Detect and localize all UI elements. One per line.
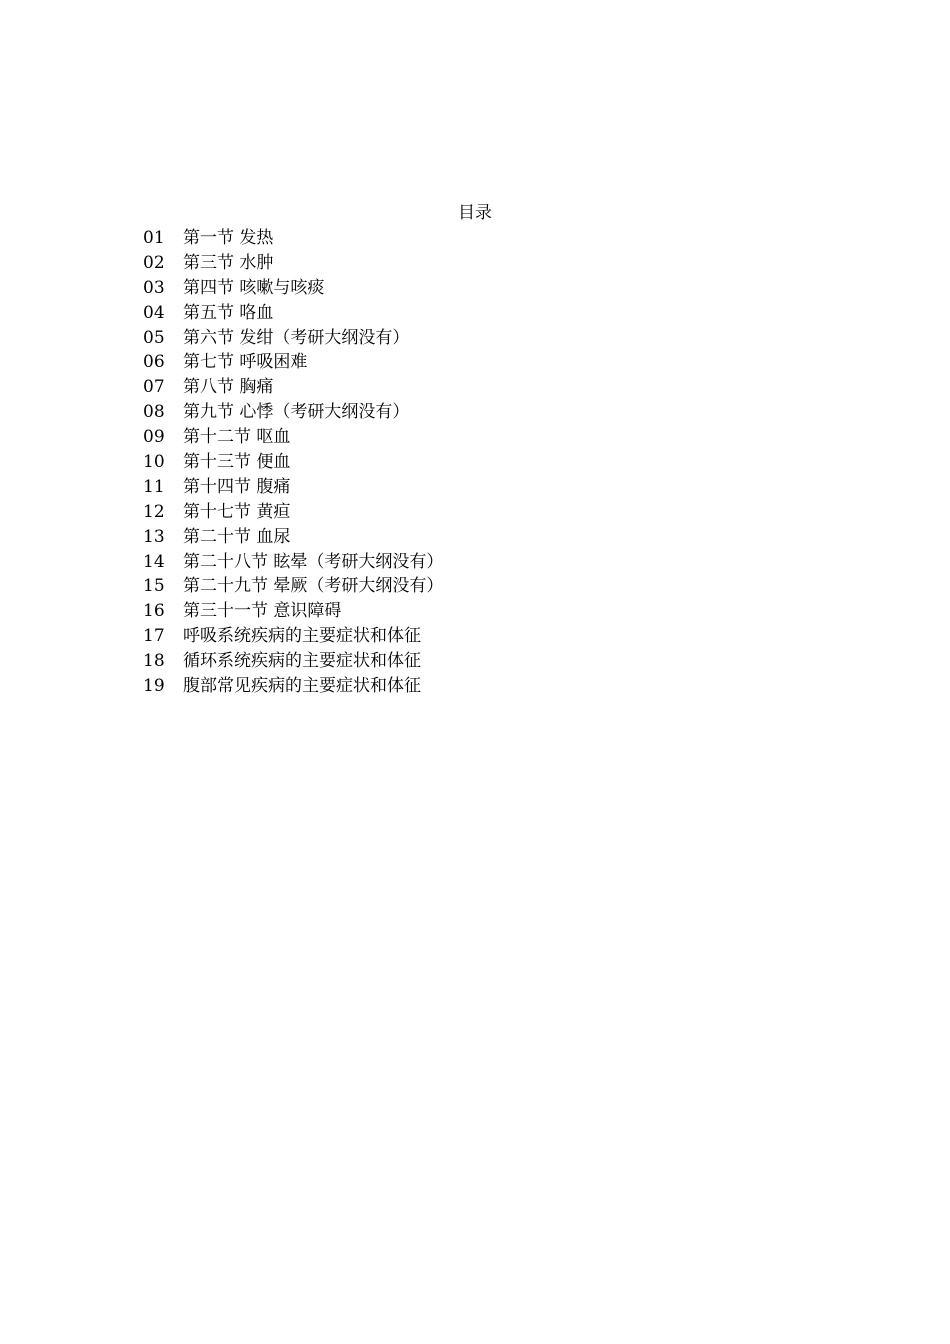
toc-entry-text: 第二十八节 眩晕（考研大纲没有） — [183, 551, 444, 572]
toc-entry-text: 第十七节 黄疸 — [183, 501, 291, 522]
toc-entry-number: 10 — [143, 452, 165, 473]
toc-entry-text: 第二十节 血尿 — [183, 526, 291, 547]
toc-entry-text: 第四节 咳嗽与咳痰 — [183, 277, 325, 298]
toc-entry-number: 09 — [143, 427, 165, 448]
toc-entry-number: 04 — [143, 302, 165, 323]
toc-entry-text: 第七节 呼吸困难 — [183, 352, 308, 373]
toc-entry-15 — [143, 574, 443, 599]
toc-entry-number: 16 — [143, 601, 165, 622]
toc-entry-text: 第九节 心悸（考研大纲没有） — [183, 402, 410, 423]
toc-entry-text: 第八节 胸痛 — [183, 377, 274, 398]
toc-entry-number: 12 — [143, 501, 165, 522]
toc-entry-12 — [143, 500, 443, 525]
toc-entry-text: 第三十一节 意识障碍 — [183, 601, 342, 622]
toc-entry-text: 第十二节 呕血 — [183, 427, 291, 448]
toc-entry-number: 13 — [143, 526, 165, 547]
toc-entry-number: 15 — [143, 576, 165, 597]
toc-entry-number: 01 — [143, 228, 165, 248]
toc-entry-09 — [143, 425, 443, 450]
toc-entry-03 — [143, 276, 443, 301]
toc-entry-01 — [143, 226, 443, 251]
toc-entry-text: 第三节 水肿 — [183, 252, 274, 273]
toc-entry-17 — [143, 624, 443, 649]
toc-entry-text: 第一节 发热 — [183, 228, 274, 248]
toc-entry-13 — [143, 525, 443, 550]
toc-entry-11 — [143, 475, 443, 500]
toc-entry-number: 05 — [143, 327, 165, 348]
toc-entry-text: 循环系统疾病的主要症状和体征 — [183, 651, 421, 672]
toc-entry-text: 第五节 咯血 — [183, 302, 274, 323]
toc-entry-number: 14 — [143, 551, 165, 572]
toc-entry-19 — [143, 674, 443, 699]
toc-entry-number: 07 — [143, 377, 165, 398]
toc-entry-number: 03 — [143, 277, 165, 298]
toc-entry-08 — [143, 400, 443, 425]
toc-entry-number: 06 — [143, 352, 165, 373]
toc-entry-07 — [143, 375, 443, 400]
toc-entry-text: 腹部常见疾病的主要症状和体征 — [183, 676, 421, 697]
toc-entry-10 — [143, 450, 443, 475]
toc-entry-16 — [143, 599, 443, 624]
toc-entry-number: 11 — [143, 476, 165, 497]
toc-entry-number: 19 — [143, 676, 165, 697]
toc-entry-number: 18 — [143, 651, 165, 672]
toc-entry-text: 第十四节 腹痛 — [183, 476, 291, 497]
toc-title: 目录 — [458, 203, 492, 223]
toc-entry-number: 02 — [143, 252, 165, 273]
toc-entry-02 — [143, 251, 443, 276]
toc-entry-18 — [143, 649, 443, 674]
toc-entry-04 — [143, 301, 443, 326]
toc-entry-05 — [143, 326, 443, 351]
toc-list — [143, 226, 443, 699]
toc-entry-text: 第二十九节 晕厥（考研大纲没有） — [183, 576, 444, 597]
toc-entry-number: 08 — [143, 402, 165, 423]
toc-entry-number: 17 — [143, 626, 165, 647]
toc-entry-14 — [143, 550, 443, 575]
toc-entry-06 — [143, 350, 443, 375]
toc-entry-text: 第十三节 便血 — [183, 452, 291, 473]
toc-entry-text: 第六节 发绀（考研大纲没有） — [183, 327, 410, 348]
toc-entry-text: 呼吸系统疾病的主要症状和体征 — [183, 626, 421, 647]
